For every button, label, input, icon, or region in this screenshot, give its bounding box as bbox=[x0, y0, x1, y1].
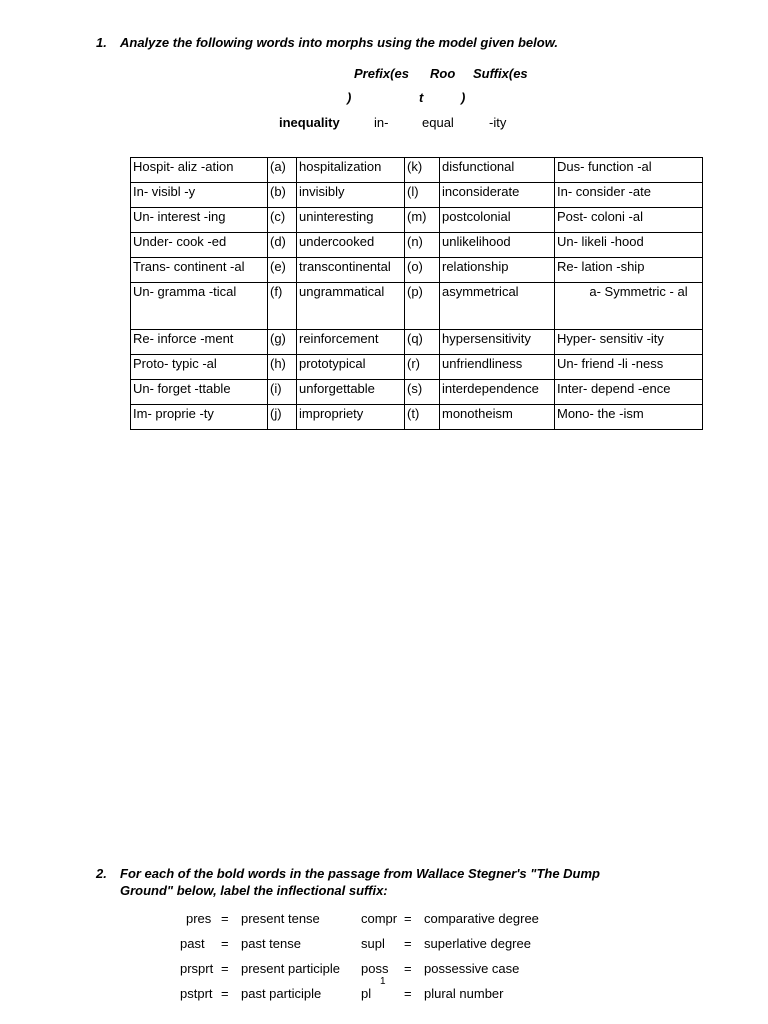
cell-word-right: postcolonial bbox=[440, 208, 555, 233]
cell-analysis-right: a- Symmetric - al bbox=[555, 283, 703, 330]
cell-word-right: hypersensitivity bbox=[440, 330, 555, 355]
cell-analysis-right: Inter- depend -ence bbox=[555, 380, 703, 405]
cell-analysis-right: Un- likeli -hood bbox=[555, 233, 703, 258]
cell-word-left: uninteresting bbox=[297, 208, 405, 233]
cell-analysis-right: Post- coloni -al bbox=[555, 208, 703, 233]
cell-analysis-left: Im- proprie -ty bbox=[131, 405, 268, 430]
cell-label-right: (o) bbox=[405, 258, 440, 283]
example-root: equal bbox=[422, 115, 454, 130]
cell-word-left: impropriety bbox=[297, 405, 405, 430]
cell-label-left: (b) bbox=[268, 183, 297, 208]
cell-analysis-right: Mono- the -ism bbox=[555, 405, 703, 430]
table-row bbox=[131, 233, 703, 258]
table-row bbox=[131, 380, 703, 405]
legend-meaning-past: past tense bbox=[241, 936, 301, 951]
cell-label-left: (c) bbox=[268, 208, 297, 233]
cell-analysis-right: Un- friend -li -ness bbox=[555, 355, 703, 380]
table-row bbox=[131, 208, 703, 233]
legend-eq: = bbox=[221, 961, 229, 976]
cell-label-right: (s) bbox=[405, 380, 440, 405]
morph-analysis-table bbox=[130, 157, 703, 430]
cell-analysis-right: Re- lation -ship bbox=[555, 258, 703, 283]
cell-word-left: unforgettable bbox=[297, 380, 405, 405]
cell-label-right: (n) bbox=[405, 233, 440, 258]
question-1-instruction: Analyze the following words into morphs using the model given below. bbox=[120, 35, 558, 50]
cell-label-right: (p) bbox=[405, 283, 440, 330]
cell-label-right: (l) bbox=[405, 183, 440, 208]
table-row bbox=[131, 258, 703, 283]
cell-label-left: (e) bbox=[268, 258, 297, 283]
cell-analysis-left: Un- forget -ttable bbox=[131, 380, 268, 405]
cell-word-right: unfriendliness bbox=[440, 355, 555, 380]
cell-analysis-left: Un- gramma -tical bbox=[131, 283, 268, 330]
cell-word-left: hospitalization bbox=[297, 158, 405, 183]
legend-eq: = bbox=[404, 911, 412, 926]
cell-analysis-left: Under- cook -ed bbox=[131, 233, 268, 258]
legend-abbr-compr: compr bbox=[361, 911, 398, 926]
cell-analysis-right: Dus- function -al bbox=[555, 158, 703, 183]
legend-eq: = bbox=[404, 936, 412, 951]
table-row bbox=[131, 158, 703, 183]
legend-meaning-compr: comparative degree bbox=[424, 911, 539, 926]
example-word: inequality bbox=[279, 115, 340, 130]
cell-word-right: unlikelihood bbox=[440, 233, 555, 258]
cell-label-right: (t) bbox=[405, 405, 440, 430]
legend-eq: = bbox=[404, 986, 412, 1001]
question-1-number: 1. bbox=[96, 35, 107, 50]
cell-analysis-left: Proto- typic -al bbox=[131, 355, 268, 380]
question-2-instruction-line2: Ground" below, label the inflectional suffix: bbox=[120, 883, 388, 898]
cell-analysis-left: Hospit- aliz -ation bbox=[131, 158, 268, 183]
legend-meaning-pstprt: past participle bbox=[241, 986, 322, 1001]
cell-label-left: (d) bbox=[268, 233, 297, 258]
cell-analysis-left: Un- interest -ing bbox=[131, 208, 268, 233]
cell-analysis-right: Hyper- sensitiv -ity bbox=[555, 330, 703, 355]
legend-meaning-pl: plural number bbox=[424, 986, 504, 1001]
question-2-instruction-line1: For each of the bold words in the passage from Wallace Stegner's "The Dump bbox=[120, 866, 600, 881]
example-suffix: -ity bbox=[489, 115, 507, 130]
cell-label-right: (q) bbox=[405, 330, 440, 355]
cell-word-left: reinforcement bbox=[297, 330, 405, 355]
cell-label-left: (j) bbox=[268, 405, 297, 430]
cell-word-right: interdependence bbox=[440, 380, 555, 405]
legend-abbr-pres: pres bbox=[186, 911, 212, 926]
cell-label-left: (f) bbox=[268, 283, 297, 330]
cell-analysis-left: In- visibl -y bbox=[131, 183, 268, 208]
model-root-header: Roo bbox=[430, 66, 456, 81]
page-number: 1 bbox=[380, 976, 386, 987]
cell-word-left: invisibly bbox=[297, 183, 405, 208]
legend-abbr-supl: supl bbox=[361, 936, 385, 951]
cell-word-right: monotheism bbox=[440, 405, 555, 430]
cell-label-left: (g) bbox=[268, 330, 297, 355]
cell-analysis-left: Re- inforce -ment bbox=[131, 330, 268, 355]
legend-eq: = bbox=[404, 961, 412, 976]
cell-label-right: (k) bbox=[405, 158, 440, 183]
cell-word-left: undercooked bbox=[297, 233, 405, 258]
cell-word-left: ungrammatical bbox=[297, 283, 405, 330]
model-suffix-header-close: ) bbox=[461, 90, 466, 105]
legend-abbr-pl: pl bbox=[361, 986, 372, 1001]
cell-label-left: (h) bbox=[268, 355, 297, 380]
legend-abbr-poss: poss bbox=[361, 961, 389, 976]
cell-word-left: prototypical bbox=[297, 355, 405, 380]
cell-analysis-right: In- consider -ate bbox=[555, 183, 703, 208]
model-suffix-header: Suffix(es bbox=[473, 66, 528, 81]
cell-analysis-left: Trans- continent -al bbox=[131, 258, 268, 283]
table-row bbox=[131, 355, 703, 380]
table-row bbox=[131, 283, 703, 330]
cell-label-left: (a) bbox=[268, 158, 297, 183]
model-prefix-header: Prefix(es bbox=[354, 66, 409, 81]
model-root-header-end: t bbox=[419, 90, 424, 105]
table-row bbox=[131, 330, 703, 355]
legend-meaning-prsprt: present participle bbox=[241, 961, 340, 976]
table-row bbox=[131, 405, 703, 430]
cell-word-right: inconsiderate bbox=[440, 183, 555, 208]
cell-word-right: disfunctional bbox=[440, 158, 555, 183]
cell-word-right: asymmetrical bbox=[440, 283, 555, 330]
cell-label-left: (i) bbox=[268, 380, 297, 405]
table-row bbox=[131, 183, 703, 208]
cell-label-right: (m) bbox=[405, 208, 440, 233]
legend-meaning-pres: present tense bbox=[241, 911, 320, 926]
legend-eq: = bbox=[221, 936, 229, 951]
cell-word-left: transcontinental bbox=[297, 258, 405, 283]
legend-meaning-supl: superlative degree bbox=[424, 936, 531, 951]
legend-eq: = bbox=[221, 911, 229, 926]
model-prefix-header-close: ) bbox=[347, 90, 352, 105]
question-2-number: 2. bbox=[96, 866, 107, 881]
legend-eq: = bbox=[221, 986, 229, 1001]
cell-word-right: relationship bbox=[440, 258, 555, 283]
cell-label-right: (r) bbox=[405, 355, 440, 380]
legend-abbr-pstprt: pstprt bbox=[180, 986, 213, 1001]
legend-abbr-past: past bbox=[180, 936, 205, 951]
legend-meaning-poss: possessive case bbox=[424, 961, 520, 976]
legend-abbr-prsprt: prsprt bbox=[180, 961, 214, 976]
example-prefix: in- bbox=[374, 115, 389, 130]
